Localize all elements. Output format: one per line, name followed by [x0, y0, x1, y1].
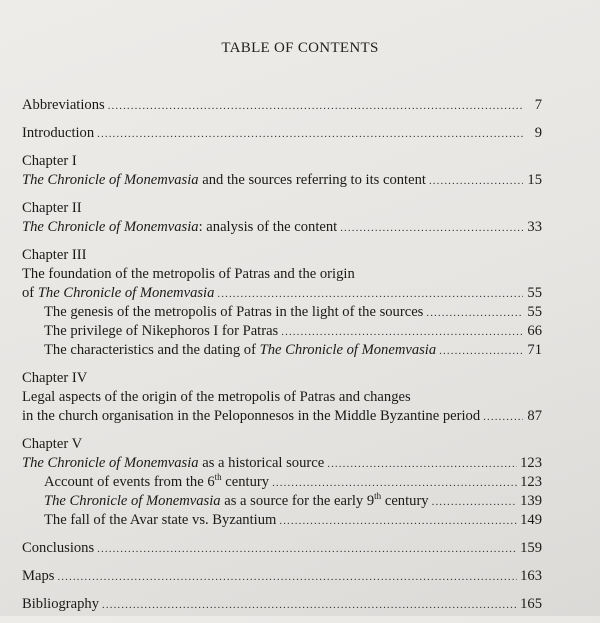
subentry-label: The privilege of Nikephoros I for Patras	[44, 323, 279, 339]
italic-title: The Chronicle of Monemvasia	[22, 455, 199, 471]
toc-entry-chapter-5	[22, 435, 542, 530]
dot-leader	[102, 596, 517, 615]
dot-leader	[97, 540, 517, 559]
dot-leader	[483, 408, 523, 427]
table-of-contents	[22, 96, 542, 623]
toc-subentry	[22, 492, 542, 511]
dot-leader	[432, 493, 518, 512]
toc-entry-chapter-1	[22, 152, 542, 190]
page-number: 33	[527, 219, 542, 235]
dot-leader	[57, 568, 517, 587]
subentry-label	[44, 492, 429, 511]
page-number: 139	[520, 493, 542, 509]
toc-entry-introduction	[22, 124, 542, 143]
toc-subentry	[22, 322, 542, 341]
toc-subentry	[22, 511, 542, 530]
dot-leader	[217, 285, 523, 304]
dot-leader	[429, 172, 523, 191]
toc-entry-bibliography	[22, 595, 542, 614]
chapter-heading: Chapter III	[22, 247, 87, 263]
superscript: th	[374, 491, 382, 501]
dot-leader	[340, 219, 523, 238]
subentry-label	[44, 341, 436, 360]
chapter-heading: Chapter I	[22, 153, 77, 169]
italic-title: The Chronicle of Monemvasia	[44, 493, 221, 509]
toc-entry-maps	[22, 567, 542, 586]
subentry-prefix: The characteristics and the dating of	[44, 342, 260, 358]
toc-entry-chapter-4	[22, 369, 542, 426]
entry-label-line: Legal aspects of the origin of the metropolis of Patras and changes	[22, 389, 411, 405]
entry-label: Abbreviations	[22, 97, 105, 113]
italic-title: The Chronicle of Monemvasia	[259, 342, 437, 358]
toc-subentry	[22, 473, 542, 492]
subentry-suffix: century	[381, 493, 429, 509]
italic-title: The Chronicle of Monemvasia	[22, 172, 199, 188]
toc-row	[22, 539, 542, 558]
dot-leader	[426, 304, 523, 323]
subentry-suffix: century	[221, 474, 270, 490]
page-number: 66	[527, 323, 542, 339]
chapter-heading: Chapter IV	[22, 370, 88, 386]
entry-label	[22, 454, 324, 473]
toc-row	[22, 595, 542, 614]
chapter-heading: Chapter II	[22, 200, 82, 216]
dot-leader	[108, 97, 523, 116]
entry-label: Bibliography	[22, 596, 100, 612]
page-number: 159	[520, 540, 542, 556]
dot-leader	[439, 342, 523, 361]
page-number: 55	[527, 304, 542, 320]
dot-leader	[327, 455, 517, 474]
toc-row	[22, 407, 542, 426]
entry-label: Maps	[22, 568, 55, 584]
entry-label-rest: and the sources referring to its content	[198, 172, 426, 188]
toc-row	[22, 454, 542, 473]
toc-row	[22, 284, 542, 303]
toc-row	[22, 124, 542, 143]
dot-leader	[281, 323, 523, 342]
page-number: 163	[520, 568, 542, 584]
page-number: 149	[520, 512, 542, 528]
subentry-text: as a source for the early 9	[220, 493, 375, 509]
subentry-label	[44, 473, 269, 492]
entry-label: in the church organisation in the Peloponnesos in the Middle Byzantine period	[22, 408, 481, 424]
page-number: 123	[520, 474, 542, 490]
dot-leader	[279, 512, 517, 531]
entry-label	[22, 171, 426, 190]
toc-entry-abbreviations	[22, 96, 542, 115]
toc-entry-chapter-3	[22, 246, 542, 360]
toc-subentry	[22, 303, 542, 322]
subentry-text: Account of events from the 6	[44, 474, 215, 490]
toc-row	[22, 218, 542, 237]
entry-label-rest: as a historical source	[198, 455, 325, 471]
page-number: 71	[527, 342, 542, 358]
page-number: 165	[520, 596, 542, 612]
entry-label-rest: : analysis of the content	[198, 219, 338, 235]
toc-entry-chapter-2	[22, 199, 542, 237]
page-number: 87	[527, 408, 542, 424]
entry-label-prefix: of	[22, 285, 38, 301]
page-number: 7	[534, 97, 542, 113]
page-number: 9	[534, 125, 542, 141]
entry-label	[22, 218, 337, 237]
italic-title: The Chronicle of Monemvasia	[22, 219, 199, 235]
page-number: 55	[527, 285, 542, 301]
toc-row	[22, 567, 542, 586]
page-number: 15	[527, 172, 542, 188]
toc-entry-conclusions	[22, 539, 542, 558]
entry-label: Introduction	[22, 125, 95, 141]
toc-row	[22, 171, 542, 190]
dot-leader	[97, 125, 523, 144]
page-number: 123	[520, 455, 542, 471]
toc-subentry	[22, 341, 542, 360]
subentry-label: The genesis of the metropolis of Patras in the light of the sources	[44, 304, 424, 320]
italic-title: The Chronicle of Monemvasia	[37, 285, 215, 301]
subentry-label: The fall of the Avar state vs. Byzantium	[44, 512, 277, 528]
superscript: th	[214, 472, 222, 482]
entry-label: Conclusions	[22, 540, 95, 556]
entry-label-line: The foundation of the metropolis of Patras and the origin	[22, 266, 355, 282]
page-title: TABLE OF CONTENTS	[221, 40, 379, 56]
dot-leader	[272, 474, 517, 493]
chapter-heading: Chapter V	[22, 436, 83, 452]
entry-label	[22, 284, 214, 303]
toc-row	[22, 96, 542, 115]
